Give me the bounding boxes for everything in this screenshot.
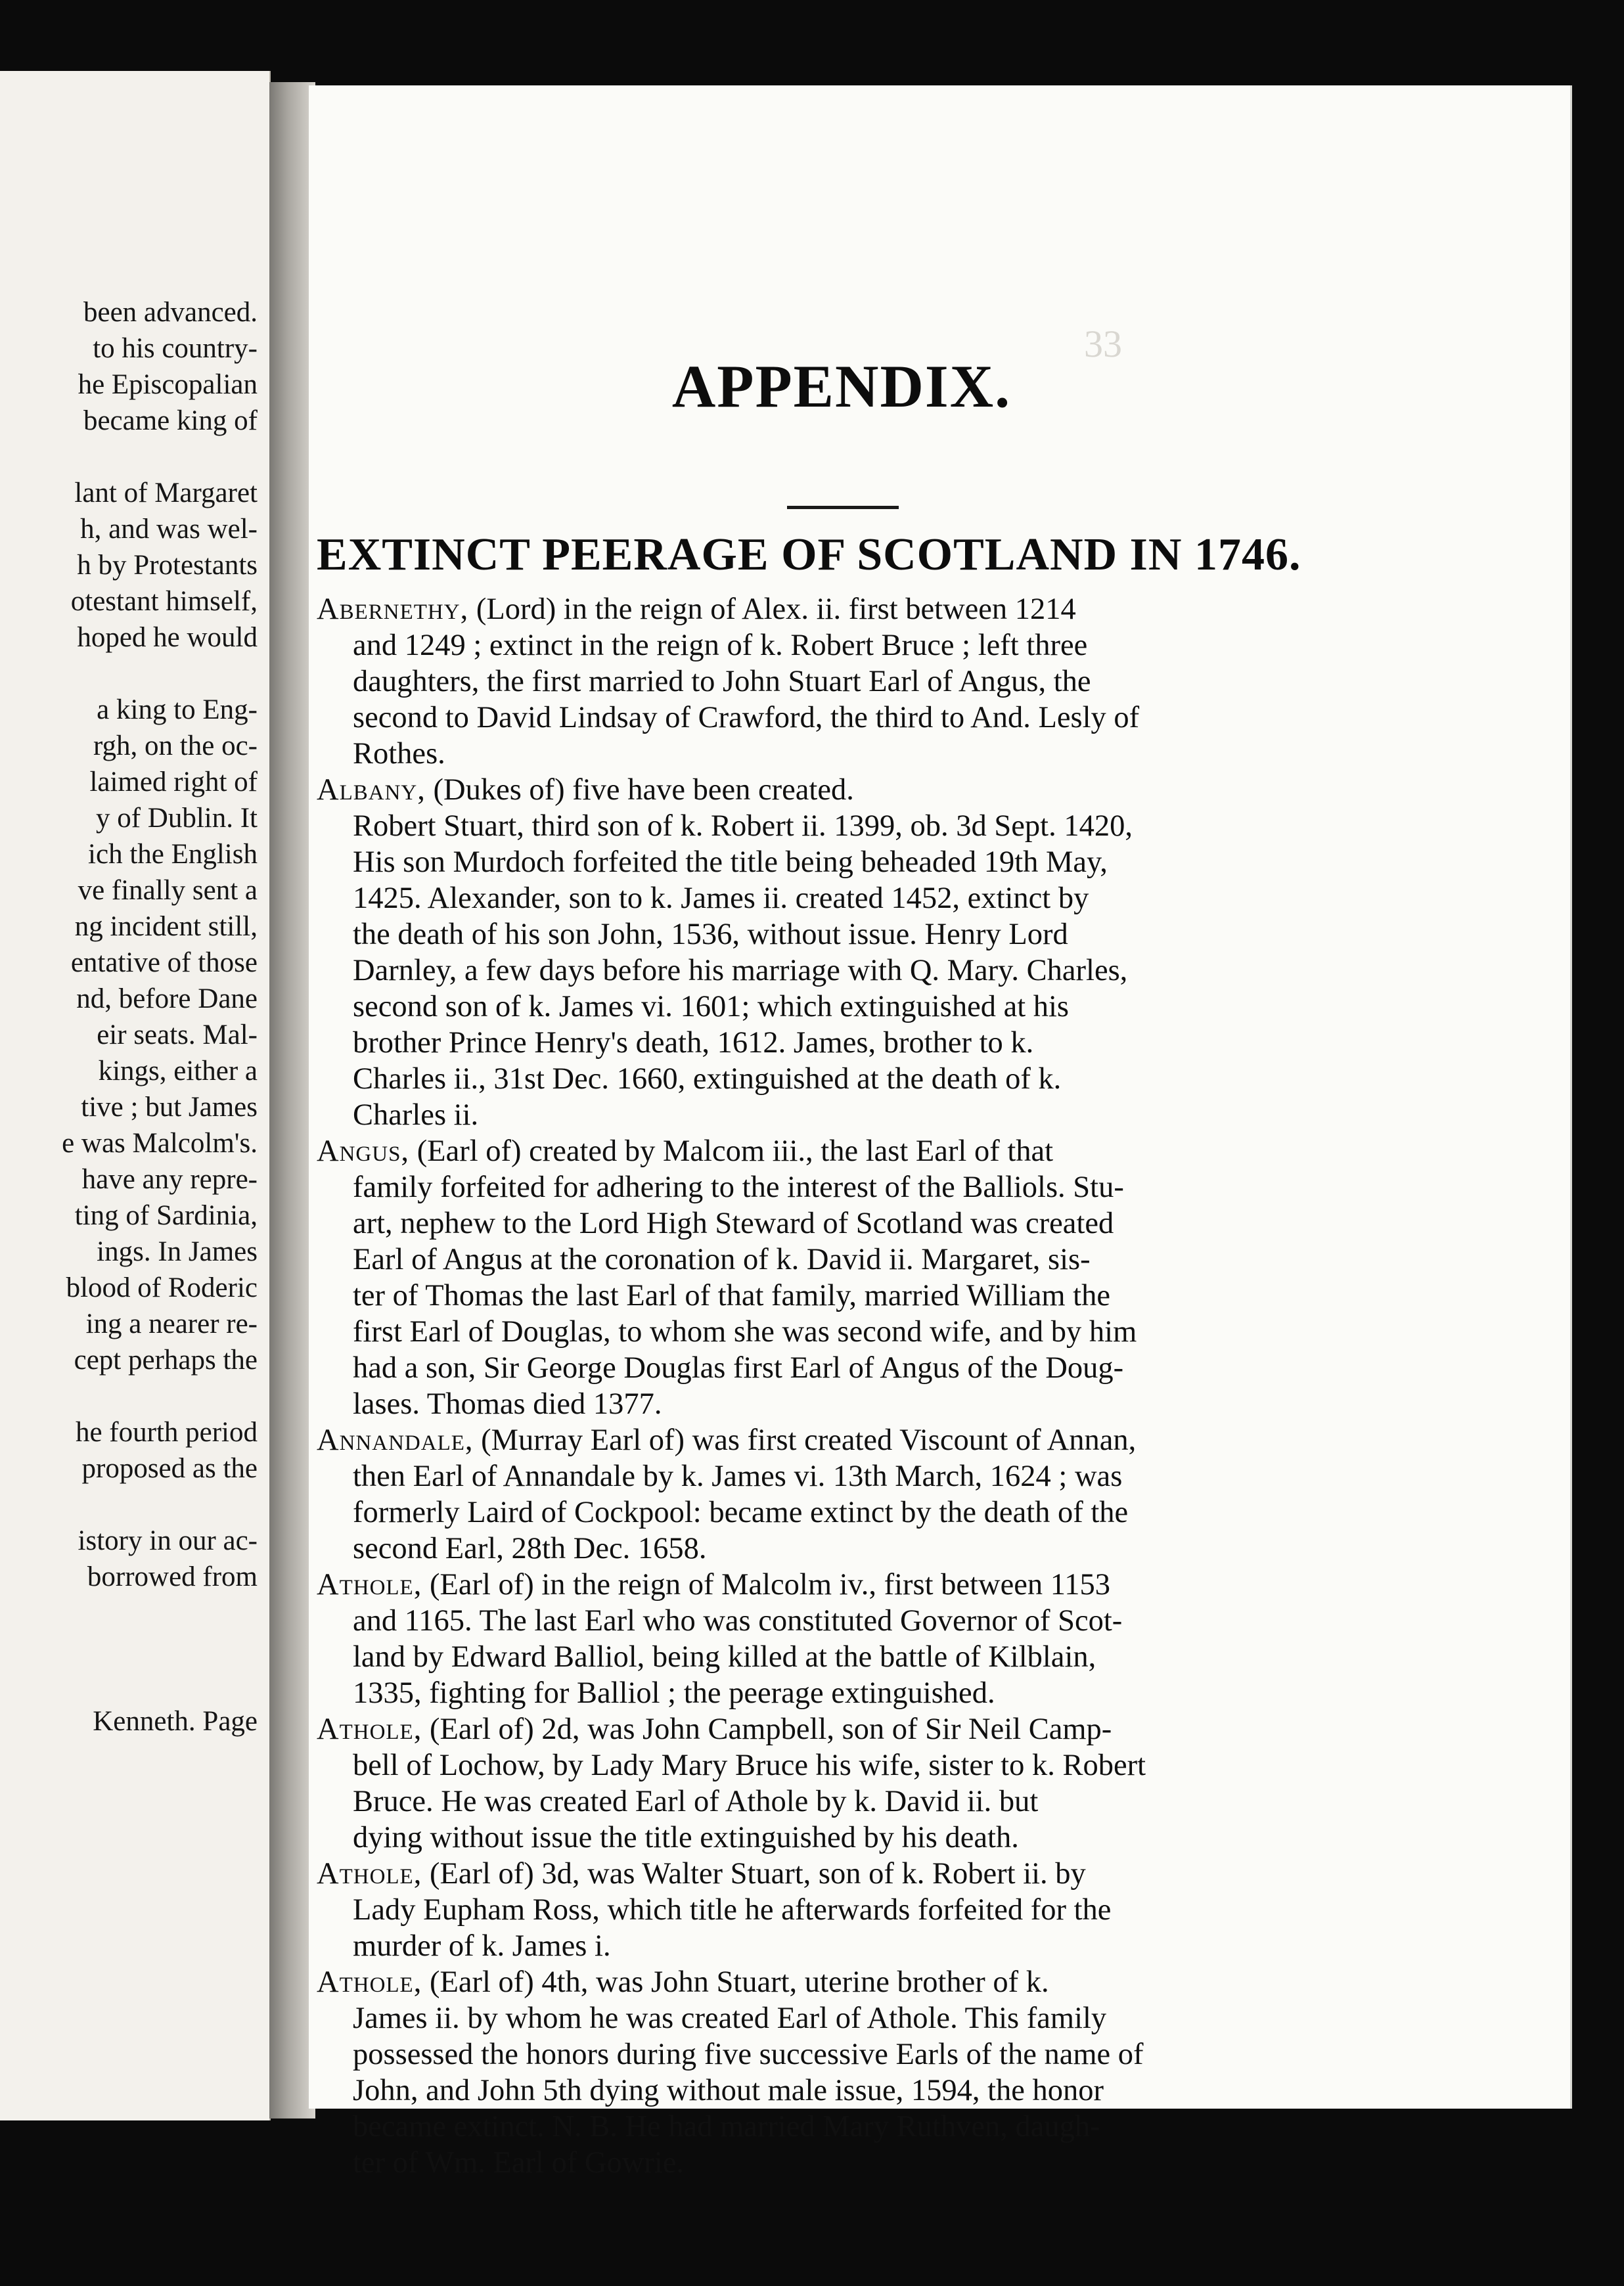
peerage-entry — [317, 1856, 1552, 1964]
peerage-entry — [317, 772, 1552, 1133]
entry-text: Charles ii. — [353, 1098, 479, 1132]
left-page-line — [0, 1595, 258, 1631]
left-page-text — [0, 294, 258, 1739]
entry-text: bell of Lochow, by Lady Mary Bruce his wife, sister to k. Robert — [353, 1749, 1146, 1782]
left-page-line: ng incident still, — [74, 911, 258, 942]
left-page-line: eir seats. Mal- — [97, 1020, 258, 1050]
left-page-line: otestant himself, — [70, 586, 258, 617]
entry-text: (Earl of) 2d, was John Campbell, son of Sir Neil Camp- — [429, 1713, 1112, 1746]
entry-text: ter of Thomas the last Earl of that family, married William the — [353, 1279, 1110, 1312]
entry-text: land by Edward Balliol, being killed at the battle of Kilblain, — [353, 1640, 1096, 1674]
entry-text: murder of k. James i. — [353, 1929, 611, 1963]
entry-text: 1335, fighting for Balliol ; the peerage extinguished. — [353, 1676, 995, 1710]
entry-text: Robert Stuart, third son of k. Robert ii. 1399, ob. 3d Sept. 1420, — [353, 809, 1133, 843]
entry-title: Angus, — [317, 1134, 410, 1168]
entry-text: His son Murdoch forfeited the title being beheaded 19th May, — [353, 845, 1108, 879]
entry-first-line — [317, 1856, 1552, 1892]
entry-line — [317, 2000, 1552, 2036]
entry-first-line — [317, 591, 1552, 627]
entry-text: and 1249 ; extinct in the reign of k. Robert Bruce ; left three — [353, 629, 1088, 662]
entry-line — [317, 1783, 1552, 1820]
entry-first-line — [317, 1133, 1552, 1169]
left-page-line — [0, 439, 258, 475]
entry-line — [317, 700, 1552, 736]
entry-text: first Earl of Douglas, to whom she was second wife, and by him — [353, 1315, 1137, 1349]
left-page-line — [0, 656, 258, 692]
left-page-line: kings, either a — [98, 1056, 258, 1087]
entry-text: (Earl of) in the reign of Malcolm iv., first between 1153 — [429, 1568, 1111, 1602]
entry-line — [317, 1494, 1552, 1531]
entry-text: Lady Eupham Ross, which title he afterwards forfeited for the — [353, 1893, 1112, 1927]
entry-text: (Earl of) created by Malcom iii., the last Earl of that — [417, 1134, 1054, 1168]
entry-text: Charles ii., 31st Dec. 1660, extinguished at the death of k. — [353, 1062, 1062, 1096]
entry-line — [317, 880, 1552, 916]
entry-first-line — [317, 772, 1552, 808]
entry-title: Abernethy, — [317, 593, 469, 626]
entry-text: James ii. by whom he was created Earl of Athole. This family — [353, 2002, 1107, 2035]
left-page-line: borrowed from — [87, 1561, 258, 1592]
entry-text: dying without issue the title extinguished by his death. — [353, 1821, 1019, 1854]
entry-text: second son of k. James vi. 1601; which extinguished at his — [353, 990, 1070, 1023]
entry-text: Bruce. He was created Earl of Athole by k. David ii. but — [353, 1785, 1039, 1818]
entry-line — [317, 1458, 1552, 1494]
entry-text: the death of his son John, 1536, without issue. Henry Lord — [353, 918, 1068, 951]
entry-line — [317, 736, 1552, 772]
left-page-line: h by Protestants — [77, 550, 258, 581]
entry-text: 1425. Alexander, son to k. James ii. created 1452, extinct by — [353, 882, 1089, 915]
entry-first-line — [317, 1422, 1552, 1458]
entry-text: second to David Lindsay of Crawford, the third to And. Lesly of — [353, 701, 1140, 734]
entry-text: (Dukes of) five have been created. — [433, 773, 854, 807]
entry-text: became extinct. N. B. He had married Mary Ruthven, daugh- — [353, 2110, 1100, 2143]
entry-line — [317, 1061, 1552, 1097]
entry-line — [317, 1820, 1552, 1856]
peerage-entry — [317, 1133, 1552, 1422]
entry-line — [317, 1386, 1552, 1422]
left-page-line: a king to Eng- — [97, 694, 258, 725]
entry-text: lases. Thomas died 1377. — [353, 1387, 662, 1421]
entry-line — [317, 844, 1552, 880]
entry-text: art, nephew to the Lord High Steward of Scotland was created — [353, 1207, 1114, 1240]
entry-line — [317, 808, 1552, 844]
left-page-line: rgh, on the oc- — [93, 730, 258, 761]
entry-text: and 1165. The last Earl who was constituted Governor of Scot- — [353, 1604, 1123, 1638]
entry-first-line — [317, 1964, 1552, 2000]
left-page-line: ings. In James — [97, 1236, 258, 1267]
left-page-line: cept perhaps the — [74, 1345, 258, 1376]
entry-line — [317, 1205, 1552, 1242]
appendix-title: APPENDIX. — [671, 353, 1012, 420]
entry-line — [317, 1747, 1552, 1783]
left-page-line — [0, 1631, 258, 1667]
left-page-line: have any repre- — [81, 1164, 258, 1195]
left-page-line: h, and was wel- — [80, 514, 258, 545]
left-page-line: ing a nearer re- — [85, 1309, 258, 1339]
left-page-line: nd, before Dane — [76, 983, 258, 1014]
left-page-line: blood of Roderic — [66, 1272, 258, 1303]
entry-line — [317, 916, 1552, 952]
entry-title: Athole, — [317, 1568, 422, 1602]
entry-line — [317, 1025, 1552, 1061]
entry-line — [317, 2109, 1552, 2145]
left-page-line: ich the English — [88, 839, 258, 870]
left-facing-page — [0, 71, 271, 2120]
entry-text: formerly Laird of Cockpool: became extinct by the death of the — [353, 1496, 1129, 1529]
entry-text: daughters, the first married to John Stuart Earl of Angus, the — [353, 665, 1091, 698]
left-page-line: tive ; but James — [81, 1092, 258, 1123]
entry-text: second Earl, 28th Dec. 1658. — [353, 1532, 707, 1565]
entry-text: had a son, Sir George Douglas first Earl of Angus of the Doug- — [353, 1351, 1124, 1385]
title-rule — [787, 506, 899, 509]
entry-text: (Murray Earl of) was first created Viscount of Annan, — [481, 1423, 1137, 1457]
entry-title: Annandale, — [317, 1423, 474, 1457]
entry-title: Athole, — [317, 1857, 422, 1891]
left-page-line: Kenneth. Page — [93, 1706, 258, 1737]
peerage-entry — [317, 1964, 1552, 2181]
left-page-line: to his country- — [93, 333, 258, 364]
entry-line — [317, 2036, 1552, 2073]
left-page-line: entative of those — [70, 947, 258, 978]
entry-line — [317, 1928, 1552, 1964]
entry-text: family forfeited for adhering to the interest of the Balliols. Stu- — [353, 1171, 1124, 1204]
entry-line — [317, 1314, 1552, 1350]
left-page-line: ting of Sardinia, — [74, 1200, 258, 1231]
left-page-line: been advanced. — [83, 297, 258, 328]
page-number: 33 — [1084, 323, 1122, 365]
entry-line — [317, 1242, 1552, 1278]
peerage-entry — [317, 1711, 1552, 1856]
entry-text: ter of Wm. Earl of Gowrie. — [353, 2146, 685, 2180]
peerage-entries — [317, 591, 1552, 2181]
entry-line — [317, 1169, 1552, 1205]
entry-text: then Earl of Annandale by k. James vi. 13th March, 1624 ; was — [353, 1460, 1123, 1493]
entry-text: (Lord) in the reign of Alex. ii. first between 1214 — [476, 593, 1076, 626]
entry-line — [317, 1278, 1552, 1314]
left-page-line: he Episcopalian — [78, 369, 258, 400]
left-page-line: proposed as the — [81, 1453, 258, 1484]
entry-line — [317, 663, 1552, 700]
entry-line — [317, 2073, 1552, 2109]
peerage-entry — [317, 1422, 1552, 1567]
right-page — [309, 85, 1572, 2180]
entry-line — [317, 1350, 1552, 1386]
left-page-line: he fourth period — [75, 1417, 258, 1448]
entry-text: John, and John 5th dying without male issue, 1594, the honor — [353, 2074, 1104, 2107]
entry-line — [317, 989, 1552, 1025]
entry-first-line — [317, 1711, 1552, 1747]
left-page-line: e was Malcolm's. — [62, 1128, 258, 1159]
left-page-line — [0, 1667, 258, 1703]
entry-text: (Earl of) 4th, was John Stuart, uterine brother of k. — [429, 1965, 1049, 1999]
entry-line — [317, 1531, 1552, 1567]
entry-title: Athole, — [317, 1713, 422, 1746]
entry-line — [317, 627, 1552, 663]
left-page-line: became king of — [83, 405, 258, 436]
left-page-line: laimed right of — [89, 767, 258, 797]
entry-line — [317, 1892, 1552, 1928]
entry-text: Earl of Angus at the coronation of k. David ii. Margaret, sis- — [353, 1243, 1091, 1276]
entry-line — [317, 1603, 1552, 1639]
entry-line — [317, 1639, 1552, 1675]
peerage-entry — [317, 1567, 1552, 1711]
left-page-line — [0, 1487, 258, 1523]
left-page-line: hoped he would — [77, 622, 258, 653]
entry-title: Athole, — [317, 1965, 422, 1999]
entry-text: Rothes. — [353, 737, 445, 771]
entry-line — [317, 2145, 1552, 2181]
entry-text: brother Prince Henry's death, 1612. James, brother to k. — [353, 1026, 1034, 1060]
entry-text: (Earl of) 3d, was Walter Stuart, son of k. Robert ii. by — [429, 1857, 1086, 1891]
left-page-line — [0, 1378, 258, 1414]
entry-line — [317, 1675, 1552, 1711]
left-page-line: lant of Margaret — [74, 478, 258, 508]
entry-text: Darnley, a few days before his marriage with Q. Mary. Charles, — [353, 954, 1128, 987]
entry-line — [317, 952, 1552, 989]
peerage-entry — [317, 591, 1552, 772]
section-heading: EXTINCT PEERAGE OF SCOTLAND IN 1746. — [317, 529, 1301, 580]
entry-text: possessed the honors during five successive Earls of the name of — [353, 2038, 1144, 2071]
entry-line — [317, 1097, 1552, 1133]
entry-first-line — [317, 1567, 1552, 1603]
entry-title: Albany, — [317, 773, 426, 807]
left-page-line: y of Dublin. It — [95, 803, 258, 834]
left-page-line: istory in our ac- — [78, 1525, 258, 1556]
left-page-line: ve finally sent a — [78, 875, 258, 906]
